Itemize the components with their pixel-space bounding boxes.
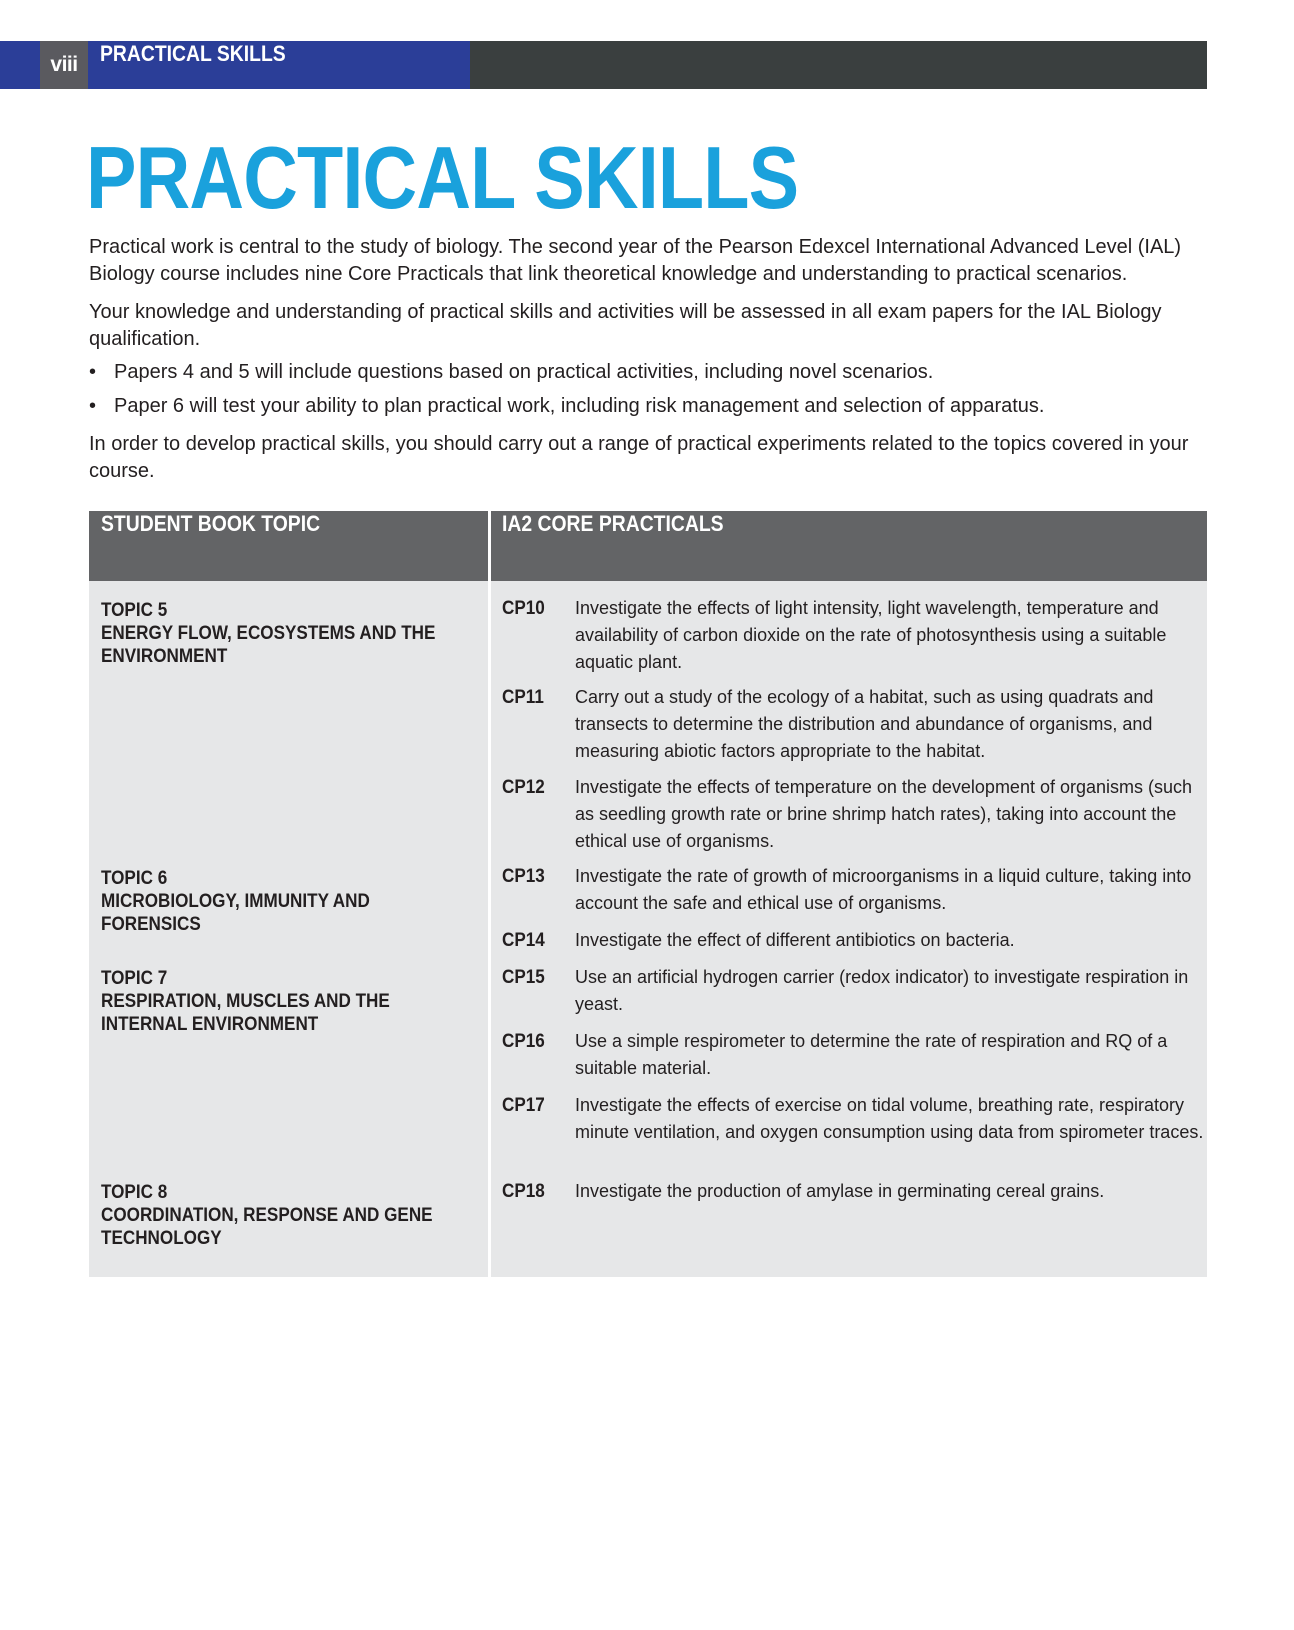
running-header-title: PRACTICAL SKILLS <box>100 41 286 66</box>
practical-code: CP12 <box>502 777 545 798</box>
practical-code: CP15 <box>502 967 545 988</box>
core-practicals-table <box>89 511 1207 1277</box>
topic-number: TOPIC 8 <box>101 1182 168 1203</box>
bullet-text: Papers 4 and 5 will include questions based on practical activities, including novel scenarios. <box>114 361 934 383</box>
intro-paragraph-2: Your knowledge and understanding of practical skills and activities will be assessed in all exam papers for the IAL Biology qualification. <box>89 301 1162 350</box>
topic-name: COORDINATION, RESPONSE AND GENE TECHNOLOGY <box>101 1205 433 1249</box>
practical-code: CP17 <box>502 1095 545 1116</box>
topic-name: MICROBIOLOGY, IMMUNITY AND FORENSICS <box>101 891 370 935</box>
running-header <box>0 41 1207 89</box>
topic-number: TOPIC 7 <box>101 968 168 989</box>
column-header-practicals: IA2 CORE PRACTICALS <box>502 511 724 536</box>
column-header-topic: STUDENT BOOK TOPIC <box>101 511 321 536</box>
topic-7-cell <box>101 967 461 1036</box>
practical-description: Investigate the production of amylase in germinating cereal grains. <box>575 1181 1105 1201</box>
intro-paragraph-1: Practical work is central to the study of biology. The second year of the Pearson Edexcel International Advanced Level (IAL) Biology course includes nine Core Practicals that link theoretical knowledge and understanding to practical scenarios. <box>89 236 1182 285</box>
bullet-item <box>89 393 1209 420</box>
page-title: PRACTICAL SKILLS <box>86 128 799 227</box>
table-header-row <box>89 511 1207 581</box>
topic-6-cell <box>101 867 461 936</box>
practical-description: Use a simple respirometer to determine the rate of respiration and RQ of a suitable material. <box>575 1031 1168 1078</box>
practical-code: CP11 <box>502 687 544 708</box>
topic-name: ENERGY FLOW, ECOSYSTEMS AND THE ENVIRONMENT <box>101 623 436 667</box>
practical-description: Investigate the effects of light intensity, light wavelength, temperature and availability of carbon dioxide on the rate of photosynthesis using a suitable aquatic plant. <box>575 598 1167 672</box>
column-divider <box>488 511 491 1277</box>
practical-description: Investigate the rate of growth of microorganisms in a liquid culture, taking into account the safe and ethical use of organisms. <box>575 866 1192 913</box>
practical-description: Carry out a study of the ecology of a habitat, such as using quadrats and transects to determine the distribution and abundance of organisms, and measuring abiotic factors appropriate to the habitat. <box>575 687 1154 761</box>
practical-code: CP18 <box>502 1181 545 1202</box>
topic-number: TOPIC 6 <box>101 868 168 889</box>
practical-description: Investigate the effects of exercise on tidal volume, breathing rate, respiratory minute ventilation, and oxygen consumption using data from spirometer traces. <box>575 1095 1204 1142</box>
practical-code: CP10 <box>502 598 545 619</box>
intro-section <box>89 234 1209 496</box>
bullet-icon: • <box>89 361 97 383</box>
practical-code: CP16 <box>502 1031 545 1052</box>
topic-name: RESPIRATION, MUSCLES AND THE INTERNAL ENVIRONMENT <box>101 991 390 1035</box>
practical-code: CP14 <box>502 930 545 951</box>
bullet-item <box>89 359 1209 386</box>
bullet-icon: • <box>89 395 97 417</box>
practical-description: Use an artificial hydrogen carrier (redox indicator) to investigate respiration in yeast. <box>575 967 1189 1014</box>
assessment-bullet-list <box>89 359 1209 420</box>
practical-code: CP13 <box>502 866 545 887</box>
page-number: viii <box>40 41 88 89</box>
intro-paragraph-3: In order to develop practical skills, you should carry out a range of practical experiments related to the topics covered in your course. <box>89 433 1189 482</box>
topic-number: TOPIC 5 <box>101 600 168 621</box>
topic-5-cell <box>101 599 461 668</box>
topic-8-cell <box>101 1181 461 1250</box>
bullet-text: Paper 6 will test your ability to plan practical work, including risk management and selection of apparatus. <box>114 395 1045 417</box>
practical-description: Investigate the effect of different antibiotics on bacteria. <box>575 930 1015 950</box>
practical-description: Investigate the effects of temperature on the development of organisms (such as seedling growth rate or brine shrimp hatch rates), taking into account the ethical use of organisms. <box>575 777 1193 851</box>
